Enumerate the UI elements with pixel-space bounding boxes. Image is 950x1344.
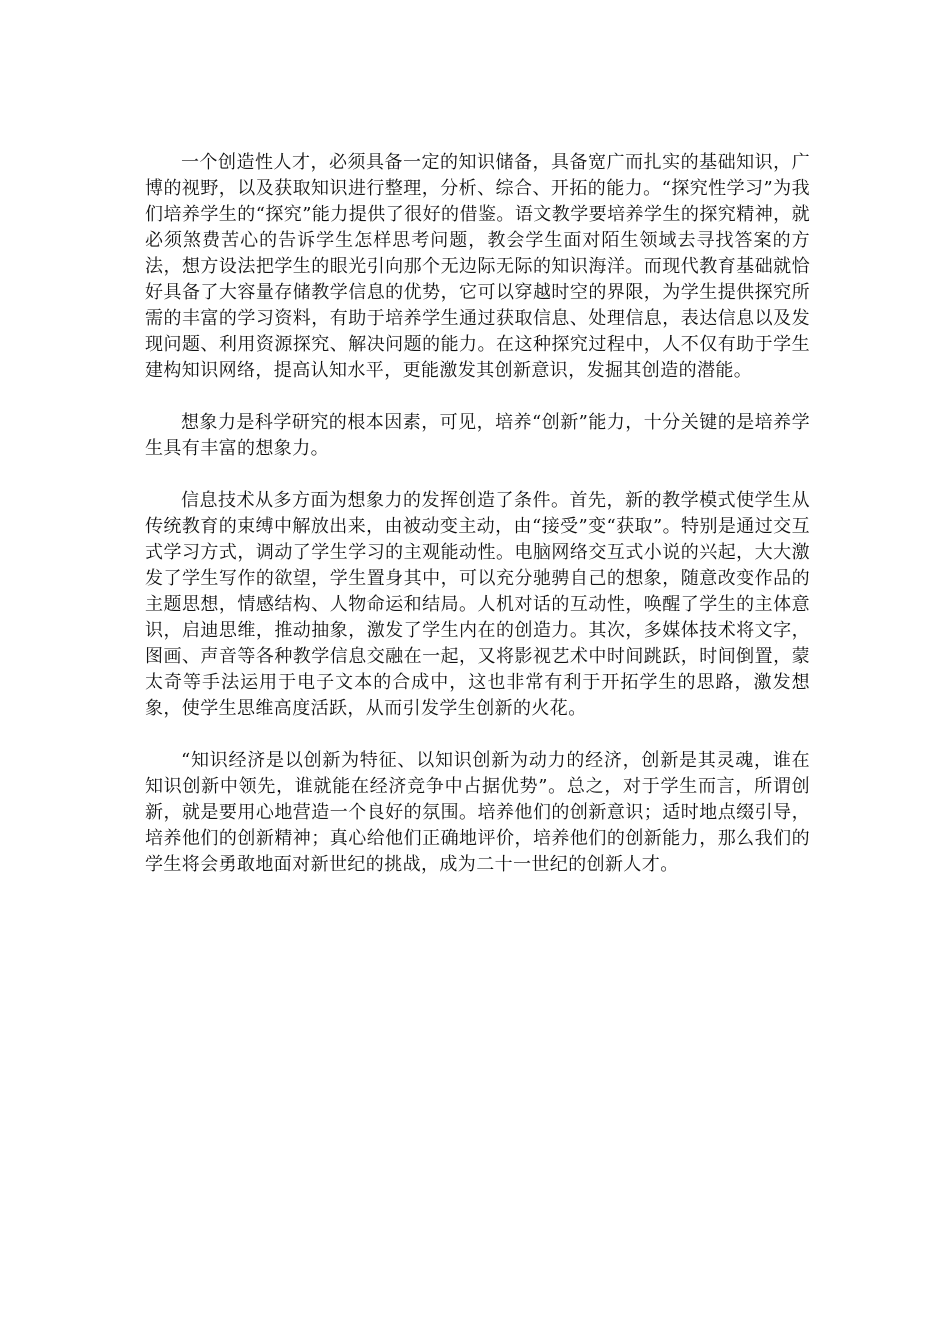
paragraph-2: 想象力是科学研究的根本因素，可见，培养“创新”能力，十分关键的是培养学生具有丰富的想象力。	[145, 412, 810, 459]
document-body	[145, 150, 810, 878]
paragraph-1: 一个创造性人才，必须具备一定的知识储备，具备宽广而扎实的基础知识，广博的视野，以及获取知识进行整理，分析、综合、开拓的能力。“探究性学习”为我们培养学生的“探究”能力提供了很好的借鉴。语文教学要培养学生的探究精神，就必须煞费苦心的告诉学生怎样思考问题，教会学生面对陌生领域去寻找答案的方法，想方设法把学生的眼光引向那个无边际无际的知识海洋。而现代教育基础就恰好具备了大容量存储教学信息的优势，它可以穿越时空的界限，为学生提供探究所需的丰富的学习资料，有助于培养学生通过获取信息、处理信息，表达信息以及发现问题、利用资源探究、解决问题的能力。在这种探究过程中，人不仅有助于学生建构知识网络，提高认知水平，更能激发其创新意识，发掘其创造的潜能。	[145, 152, 810, 381]
paragraph-3: 信息技术从多方面为想象力的发挥创造了条件。首先，新的教学模式使学生从传统教育的束缚中解放出来，由被动变主动，由“接受”变“获取”。特别是通过交互式学习方式，调动了学生学习的主观能动性。电脑网络交互式小说的兴起，大大激发了学生写作的欲望，学生置身其中，可以充分驰骋自己的想象，随意改变作品的主题思想，情感结构、人物命运和结局。人机对话的互动性，唤醒了学生的主体意识，启迪思维，推动抽象，激发了学生内在的创造力。其次，多媒体技术将文字，图画、声音等各种教学信息交融在一起，又将影视艺术中时间跳跃，时间倒置，蒙太奇等手法运用于电子文本的合成中，这也非常有利于开拓学生的思路，激发想象，使学生思维高度活跃，从而引发学生创新的火花。	[145, 490, 810, 719]
paragraph-4: “知识经济是以创新为特征、以知识创新为动力的经济，创新是其灵魂，谁在知识创新中领先，谁就能在经济竞争中占据优势”。总之，对于学生而言，所谓创新，就是要用心地营造一个良好的氛围。培养他们的创新意识；适时地点缀引导，培养他们的创新精神；真心给他们正确地评价，培养他们的创新能力，那么我们的学生将会勇敢地面对新世纪的挑战，成为二十一世纪的创新人才。	[145, 750, 810, 875]
